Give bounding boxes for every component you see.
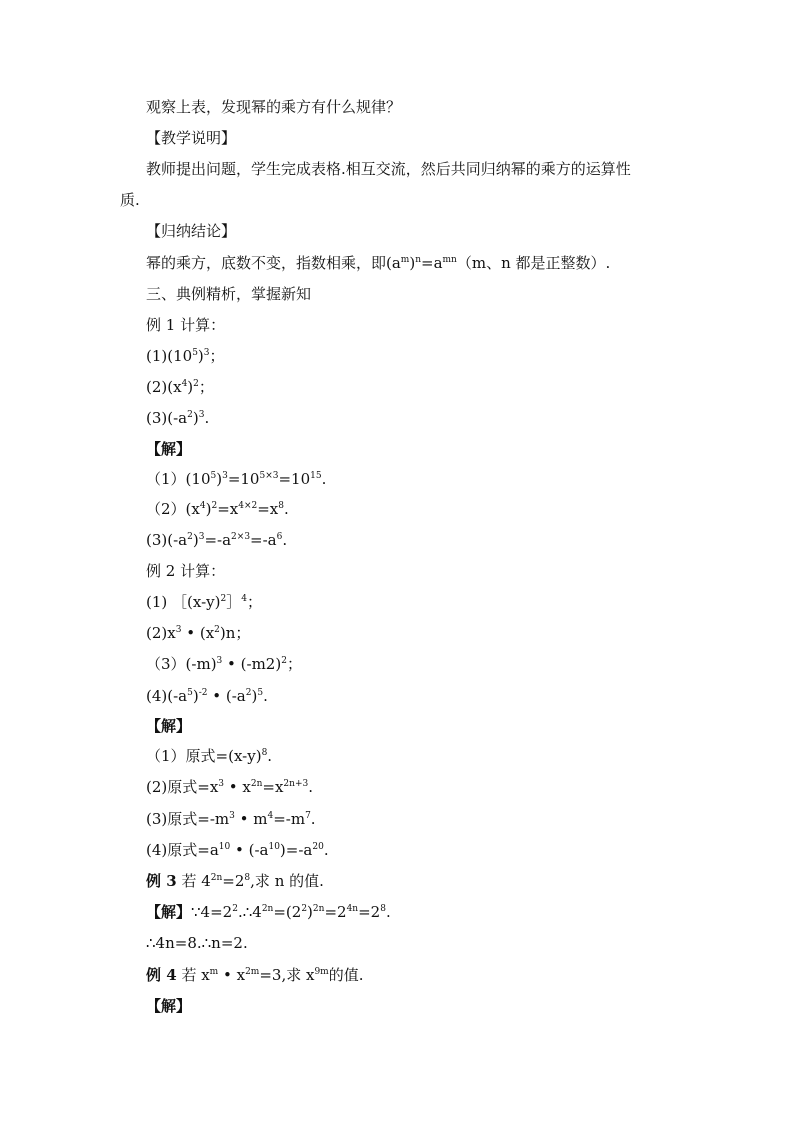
section-heading: 三、典例精析，掌握新知 bbox=[146, 285, 312, 303]
example-2-item-3: $(3)(-m)^3$ • $(-m2)^2$； bbox=[146, 655, 302, 673]
example-2-item-1: (1) $[(x-y)^2]^4$； bbox=[146, 593, 262, 611]
solution-heading: 【解】 bbox=[146, 997, 192, 1015]
teaching-note-text-cont: 质. bbox=[120, 191, 140, 209]
teaching-note-heading: 【教学说明】 bbox=[146, 129, 237, 147]
solution-heading: 【解】 bbox=[146, 440, 192, 458]
example-1-item-1: $(1)(10^5)^3$； bbox=[146, 347, 225, 365]
example-3-solution: 【解】$\because 4=2^2.\therefore 4^{2n}=(2^2)^{2n}=2^{4n}=2^8$. bbox=[146, 903, 391, 921]
teaching-note-text: 教师提出问题，学生完成表格.相互交流，然后共同归纳幂的乘方的运算性 bbox=[146, 160, 631, 178]
question-line: 观察上表，发现幂的乘方有什么规律？ bbox=[146, 98, 402, 116]
example-1-item-2: $(2)(x^4)^2$； bbox=[146, 378, 214, 396]
conclusion-heading: 【归纳结论】 bbox=[146, 222, 237, 240]
example-1-solution-3: $(3)(-a^2)^3=-a^{2\times 3}=-a^6$. bbox=[146, 531, 288, 549]
example-2-item-4: $(4)(-a^5)^{-2}$ • $(-a^2)^5$. bbox=[146, 687, 268, 705]
example-3-problem: 例 3 若 $4^{2n}=2^8$,求 n 的值. bbox=[146, 872, 324, 890]
example-1-solution-2: $(2)(x^4)^2=x^{4\times 2}=x^8$. bbox=[146, 500, 289, 518]
example-2-solution-3: (3)原式$=-m^3$ • $m^4=-m^7$. bbox=[146, 810, 316, 828]
example-2-item-2: $(2)x^3$ • $(x^2)n$； bbox=[146, 624, 251, 642]
example-3-conclusion: ∴4n=8.∴n=2. bbox=[146, 934, 248, 952]
example-3-label: 例 3 bbox=[146, 872, 177, 890]
example-4-label: 例 4 bbox=[146, 966, 177, 984]
example-2-title: 例 2 计算： bbox=[146, 562, 226, 580]
example-4-problem: 例 4 若 $x^m$ • $x^{2m}=3$,求 $x^{9m}$的值. bbox=[146, 966, 364, 984]
solution-label: 【解】 bbox=[146, 903, 192, 921]
conclusion-rule: 幂的乘方，底数不变，指数相乘，即$(a^m)^n=a^{mn}(m$、n 都是正整数）. bbox=[146, 254, 611, 272]
example-1-item-3: $(3)(-a^2)^3$. bbox=[146, 409, 210, 427]
example-1-title: 例 1 计算： bbox=[146, 316, 226, 334]
example-2-solution-4: (4)原式$=a^{10}$ • $(-a^{10})=-a^{20}$. bbox=[146, 841, 329, 859]
solution-heading: 【解】 bbox=[146, 717, 192, 735]
example-1-solution-1: $(1)(10^5)^3=10^{5\times 3}=10^{15}$. bbox=[146, 470, 327, 488]
example-2-solution-1: （1）原式$=(x-y)^8$. bbox=[146, 747, 273, 765]
example-2-solution-2: (2)原式$=x^3$ • $x^{2n}=x^{2n+3}$. bbox=[146, 778, 313, 796]
